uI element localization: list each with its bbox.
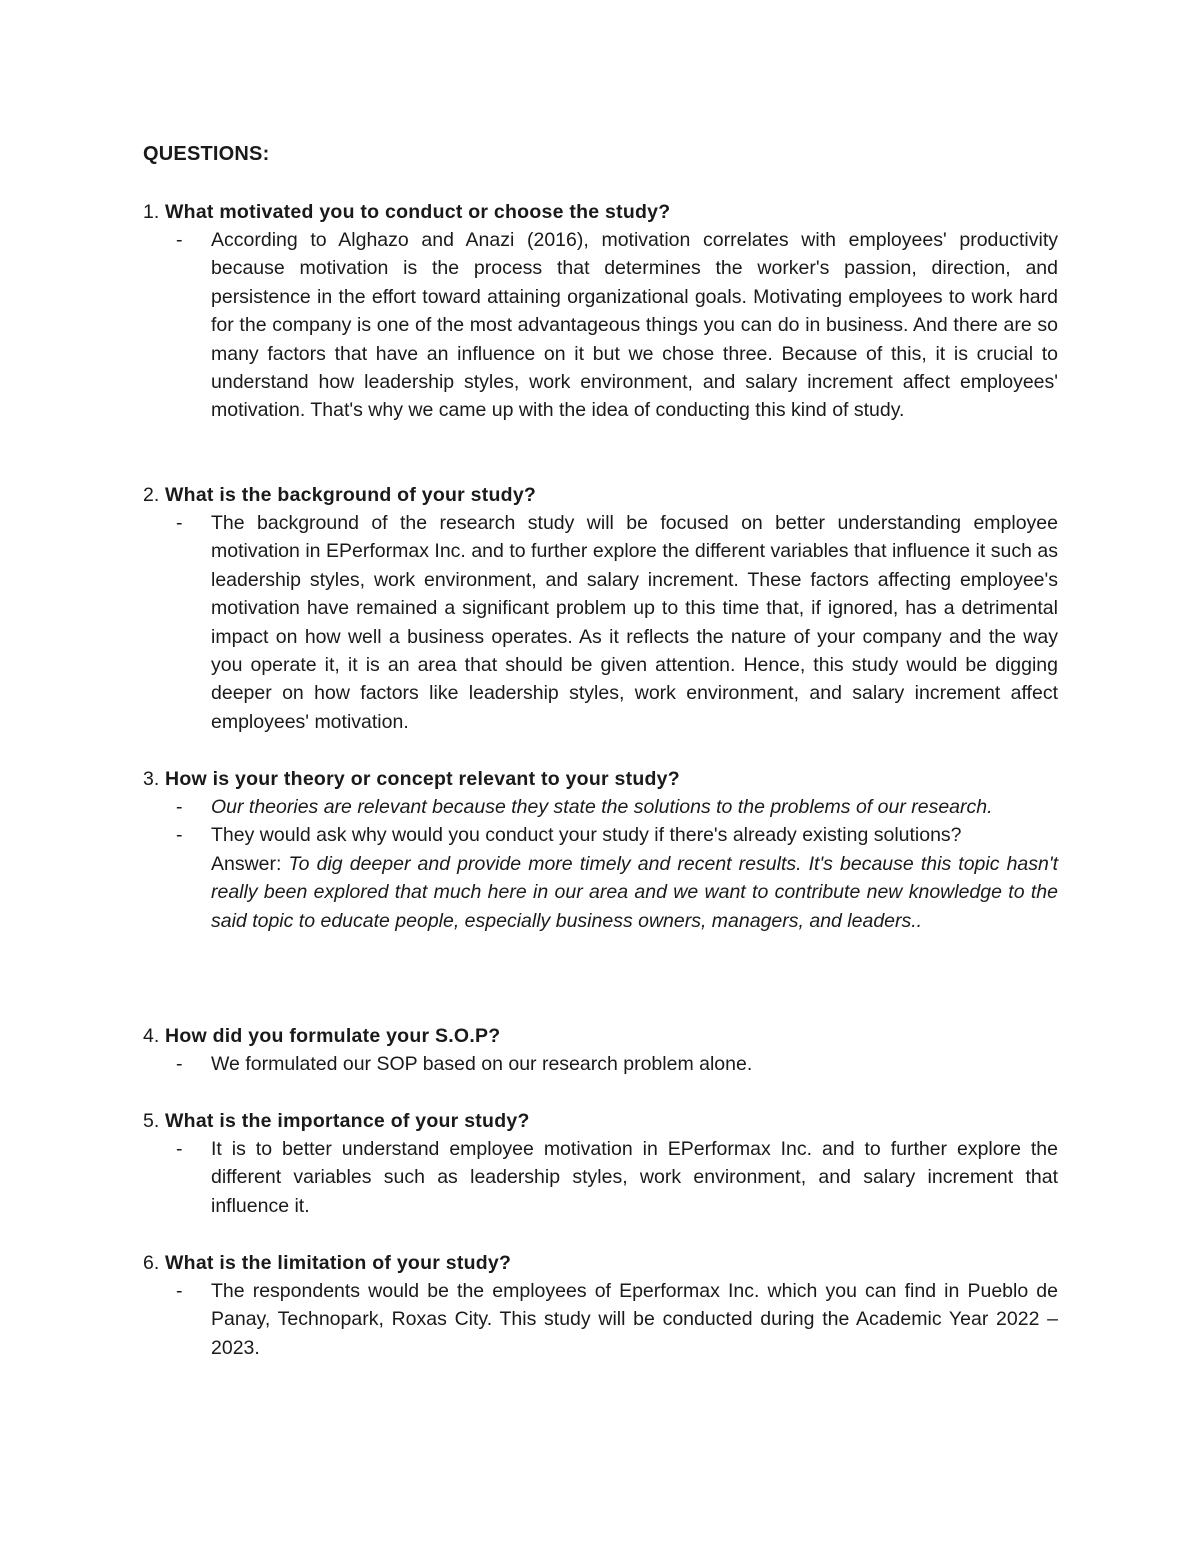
answer-label: Answer: (211, 852, 289, 875)
bullet-dash: - (176, 824, 183, 847)
answer-item (143, 793, 1058, 821)
answer-item (143, 1050, 1058, 1078)
bullet-dash: - (176, 1280, 183, 1302)
question-block-3 (143, 765, 1058, 935)
question-block-6 (143, 1249, 1058, 1362)
bullet-dash: - (176, 796, 183, 818)
bullet-dash: - (176, 229, 183, 251)
bullet-dash: - (176, 1053, 183, 1075)
answer-text: It is to better understand employee motivation in EPerformax Inc. and to further explore the different variables such as leadership styles, work environment, and salary increment that influence it. (211, 1138, 1058, 1217)
question-block-2 (143, 481, 1058, 736)
question-number: 3. (143, 768, 160, 790)
question-number: 6. (143, 1252, 160, 1274)
question-line (143, 1107, 1058, 1135)
question-line (143, 1022, 1058, 1050)
question-block-1 (143, 198, 1058, 425)
answer-item (143, 226, 1058, 425)
answer-item (143, 509, 1058, 736)
question-line (143, 198, 1058, 226)
question-number: 4. (143, 1025, 160, 1047)
answer-text: The respondents would be the employees of Eperformax Inc. which you can find in Pueblo de Panay, Technopark, Roxas City. This study will be conducted during the Academic Year 2022 – 2023. (211, 1280, 1058, 1359)
question-text: What is the background of your study? (165, 484, 537, 506)
answer-text: The background of the research study will be focused on better understanding employee motivation in EPerformax Inc. and to further explore the different variables that influence it such as leadership styles, work environment, and salary increment. These factors affecting employee's motivation have remained a significant problem up to this time that, if ignored, has a detrimental impact on how well a business operates. As it reflects the nature of your company and the way you operate it, it is an area that should be given attention. Hence, this study would be digging deeper on how factors like leadership styles, work environment, and salary increment affect employees' motivation. (211, 512, 1058, 733)
answer-item (143, 1135, 1058, 1220)
question-line (143, 765, 1058, 793)
question-block-5 (143, 1107, 1058, 1220)
question-text: What is the limitation of your study? (165, 1252, 512, 1274)
question-text: What is the importance of your study? (165, 1110, 530, 1132)
question-text: How did you formulate your S.O.P? (165, 1025, 501, 1047)
answer-italic-text: To dig deeper and provide more timely and recent results. It's because this topic hasn't really been explored that much here in our area and we want to contribute new knowledge to the said topic to educate people, especially business owners, managers, and leaders.. (211, 852, 1058, 932)
page-heading: QUESTIONS: (143, 143, 270, 165)
answer-text: According to Alghazo and Anazi (2016), motivation correlates with employees' productivity because motivation is the process that determines the worker's passion, direction, and persistence in the effort toward attaining organizational goals. Motivating employees to work hard for the company is one of the most advantageous things you can do in business. And there are so many factors that have an influence on it but we chose three. Because of this, it is crucial to understand how leadership styles, work environment, and salary increment affect employees' motivation. That's why we came up with the idea of conducting this kind of study. (211, 229, 1058, 422)
answer-text: They would ask why would you conduct your study if there's already existing solutions? (211, 824, 962, 847)
question-text: How is your theory or concept relevant to your study? (165, 768, 680, 790)
question-line (143, 1249, 1058, 1277)
answer-item (143, 821, 1058, 935)
question-text: What motivated you to conduct or choose the study? (165, 201, 671, 223)
answer-text: Our theories are relevant because they state the solutions to the problems of our research. (211, 796, 993, 818)
answer-text: We formulated our SOP based on our research problem alone. (211, 1053, 753, 1075)
question-line (143, 481, 1058, 509)
question-number: 1. (143, 201, 160, 223)
answer-text-group (211, 821, 1058, 935)
bullet-dash: - (176, 1138, 183, 1160)
bullet-dash: - (176, 512, 183, 534)
answer-item (143, 1277, 1058, 1362)
question-number: 5. (143, 1110, 160, 1132)
question-number: 2. (143, 484, 160, 506)
question-block-4 (143, 1022, 1058, 1078)
